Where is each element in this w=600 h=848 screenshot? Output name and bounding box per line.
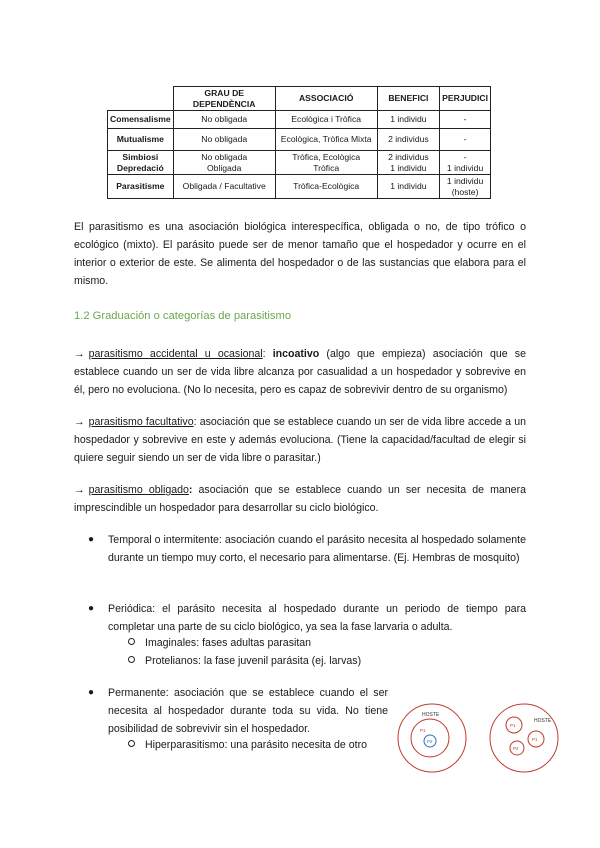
circle-bullet-icon — [128, 638, 135, 645]
bullet-temporal-text: Temporal o intermitente: asociación cuando el parásito necesita al hospedado solamente durante un tiempo muy corto, el necesario para alimentarse. (Ej. Hembras de mosquito) — [108, 534, 526, 564]
sub-bullet-hiper-text: Hiperparasitismo: una parásito necesita de otro — [145, 739, 367, 751]
table-header-row — [108, 87, 491, 111]
arrow-icon: → — [74, 416, 85, 428]
label-depredacio: Depredació — [116, 162, 164, 173]
row-label-parasitisme: Parasitisme — [108, 175, 174, 199]
section-heading: 1.2 Graduación o categorías de parasitismo — [74, 310, 292, 322]
table-header-associacio: ASSOCIACIÓ — [275, 87, 377, 111]
paragraph-obligado — [74, 481, 526, 517]
table-row — [108, 151, 491, 175]
table-row — [108, 175, 491, 199]
term-incoativo: incoativo — [272, 348, 320, 360]
text-accidental: (algo que empieza) asociación que se establece cuando un ser de vida libre alcanza por casualidad a un hospedador y sobrevive en él, pero no evoluciona. (No lo necesita, pero es capaz de sobrevivir dentro de su organismo) — [74, 348, 526, 396]
cell-perjudici: - — [440, 111, 491, 129]
sub-bullet-imaginales — [128, 634, 311, 652]
cell-associacio: Ecològica i Tròfica — [275, 111, 377, 129]
row-label-mutualisme: Mutualisme — [108, 129, 174, 151]
label-pc: P2 — [513, 746, 519, 751]
cell-perjudici-hoste: (hoste) — [451, 186, 479, 197]
cell-perjudici-depredacio: 1 individu — [446, 162, 484, 173]
hyperparasitism-diagram — [396, 700, 468, 776]
cell-perjudici-simbiosi: - — [463, 152, 467, 162]
cell-grau: No obligada — [173, 111, 275, 129]
row-label-simbiosi-depredacio — [108, 151, 174, 175]
host-label: HOSTE — [534, 718, 552, 724]
cell-grau — [173, 151, 275, 175]
cell-benefici: 1 individu — [377, 111, 440, 129]
cell-perjudici-parasitisme: 1 individu — [446, 176, 484, 186]
bullet-permanente-text: Permanente: asociación que se establece cuando el ser necesita al hospedador durante toda su vida. No tiene posibilidad de sobrevivir sin el hospedador. — [108, 687, 388, 735]
table-row — [108, 129, 491, 151]
bullet-periodica-text: Periódica: el parásito necesita al hospedado durante un periodo de tiempo para completar una parte de su ciclo biológico, ya sea la fase larvaria o adulta. — [108, 603, 526, 633]
bullet-dot-icon: ● — [88, 534, 95, 545]
cell-benefici-depredacio: 1 individu — [390, 162, 427, 173]
cell-perjudici — [440, 175, 491, 199]
multiparasitism-diagram — [488, 700, 568, 776]
term-accidental: parasitismo accidental u ocasional — [88, 348, 263, 360]
cell-benefici-simbiosi: 2 individus — [388, 152, 429, 162]
text-obligado: asociación que se establece cuando un ser necesita de manera imprescindible un hospedador para desarrollar su ciclo biológico. — [74, 484, 526, 514]
table-header-perjudici: PERJUDICI — [440, 87, 491, 111]
colon: : — [262, 348, 266, 360]
bullet-dot-icon: ● — [88, 603, 95, 614]
intro-paragraph: El parasitismo es una asociación biológica interespecífica, obligada o no, de tipo trófico o ecológico (mixto). El parásito puede ser de menor tamaño que el hospedador y ocurre en el interior o exterior de este. Se alimenta del hospedador o de las sustancias que elabora para el mismo. — [74, 221, 526, 287]
parasite-circle-p1 — [411, 719, 449, 757]
bullet-permanente — [88, 684, 388, 738]
bullet-periodica — [88, 600, 526, 636]
relations-table — [107, 86, 491, 199]
term-obligado: parasitismo obligado — [88, 484, 189, 496]
label-simbiosi: Simbiosi — [122, 152, 159, 162]
sub-bullet-protelianos-text: Protelianos: la fase juvenil parásita (ej. larvas) — [145, 655, 362, 667]
arrow-icon: → — [74, 484, 85, 496]
arrow-icon: → — [74, 348, 85, 360]
cell-assoc-depredacio: Tròfica — [313, 162, 340, 173]
term-facultativo: parasitismo facultativo — [88, 416, 194, 428]
cell-associacio: Ecològica, Tròfica Mixta — [275, 129, 377, 151]
table-row — [108, 111, 491, 129]
table-header-empty — [108, 87, 174, 111]
sub-bullet-hiper — [128, 736, 367, 754]
bullet-temporal — [88, 531, 526, 567]
cell-grau-depredacio: Obligada — [207, 162, 242, 173]
cell-benefici — [377, 151, 440, 175]
cell-associacio — [275, 151, 377, 175]
cell-grau: No obligada — [173, 129, 275, 151]
bullet-dot-icon: ● — [88, 687, 95, 698]
text-facultativo: : asociación que se establece cuando un ser de vida libre accede a un hospedador y sobrevive en este y además evoluciona. (Tiene la capacidad/facultad de elegir si quiere seguir siendo un ser de vida libre o parasitar.) — [74, 416, 526, 464]
circle-bullet-icon — [128, 656, 135, 663]
paragraph-facultativo — [74, 413, 526, 467]
row-label-comensalisme: Comensalisme — [108, 111, 174, 129]
cell-benefici: 1 individu — [377, 175, 440, 199]
host-label: HOSTE — [422, 712, 440, 718]
cell-assoc-simbiosi: Tròfica, Ecològica — [292, 152, 361, 162]
circle-bullet-icon — [128, 740, 135, 747]
cell-grau: Obligada / Facultative — [173, 175, 275, 199]
table-header-benefici: BENEFICI — [377, 87, 440, 111]
cell-grau-simbiosi: No obligada — [201, 152, 248, 162]
cell-benefici: 2 individus — [377, 129, 440, 151]
host-circle — [490, 704, 558, 772]
cell-associacio: Tròfica-Ecològica — [275, 175, 377, 199]
cell-perjudici — [440, 151, 491, 175]
sub-bullet-imaginales-text: Imaginales: fases adultas parasitan — [145, 637, 312, 649]
label-p2: P2 — [427, 739, 433, 744]
label-pa: P1 — [510, 723, 516, 728]
label-p1: P1 — [420, 728, 426, 733]
table-header-grau: GRAU DE DEPENDÈNCIA — [173, 87, 275, 111]
cell-perjudici: - — [440, 129, 491, 151]
paragraph-accidental — [74, 345, 526, 399]
colon: : — [188, 484, 193, 496]
label-pb: P1 — [532, 737, 538, 742]
sub-bullet-protelianos — [128, 652, 361, 670]
